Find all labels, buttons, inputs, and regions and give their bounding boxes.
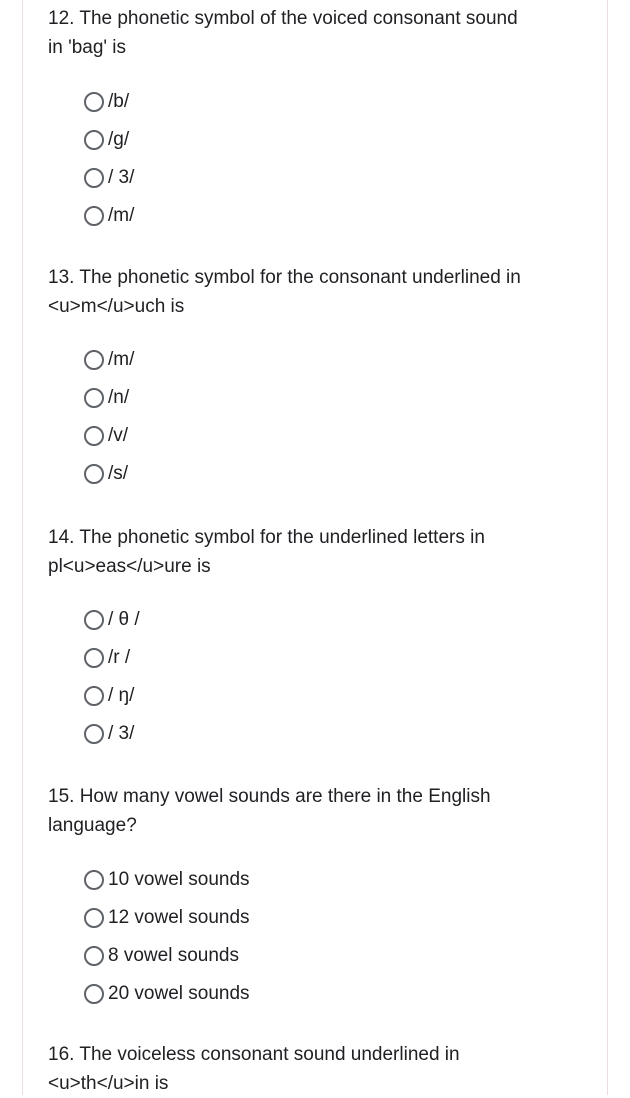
option-label: 10 vowel sounds <box>108 869 250 890</box>
option-label: /s/ <box>108 463 129 484</box>
option-radio[interactable] <box>84 601 140 639</box>
option-label: /m/ <box>108 349 135 370</box>
question-12 <box>48 4 588 62</box>
question-text <box>48 263 588 321</box>
option-radio[interactable] <box>84 83 134 121</box>
question-text <box>48 4 588 62</box>
option-radio[interactable] <box>84 861 250 899</box>
option-label: / θ / <box>108 609 140 630</box>
question-text-line2: <u>m</u>uch is <box>48 296 185 317</box>
option-radio[interactable] <box>84 937 250 975</box>
option-radio[interactable] <box>84 639 140 677</box>
option-label: 20 vowel sounds <box>108 983 250 1004</box>
option-radio[interactable] <box>84 341 134 379</box>
question-text-line2: pl<u>eas</u>ure is <box>48 556 211 577</box>
option-label: 8 vowel sounds <box>108 945 239 966</box>
radio-circle-icon[interactable] <box>84 464 104 484</box>
option-radio[interactable] <box>84 121 134 159</box>
radio-circle-icon[interactable] <box>84 350 104 370</box>
question-text <box>48 1040 588 1098</box>
option-label: / ŋ/ <box>108 685 135 706</box>
options-13 <box>84 341 134 493</box>
question-text-line2: <u>th</u>in is <box>48 1073 169 1094</box>
radio-circle-icon[interactable] <box>84 870 104 890</box>
option-label: /v/ <box>108 425 129 446</box>
option-label: / 3/ <box>108 723 135 744</box>
question-text-line1: 16. The voiceless consonant sound underlined in <box>48 1044 460 1065</box>
option-radio[interactable] <box>84 417 134 455</box>
options-15 <box>84 861 250 1013</box>
question-16 <box>48 1040 588 1098</box>
question-text-line1: 12. The phonetic symbol of the voiced consonant sound <box>48 8 518 29</box>
question-14 <box>48 523 588 581</box>
question-text-line2: language? <box>48 815 137 836</box>
option-label: 12 vowel sounds <box>108 907 250 928</box>
radio-circle-icon[interactable] <box>84 984 104 1004</box>
option-radio[interactable] <box>84 197 134 235</box>
option-label: /n/ <box>108 387 130 408</box>
radio-circle-icon[interactable] <box>84 388 104 408</box>
radio-circle-icon[interactable] <box>84 686 104 706</box>
radio-circle-icon[interactable] <box>84 426 104 446</box>
option-radio[interactable] <box>84 677 140 715</box>
radio-circle-icon[interactable] <box>84 206 104 226</box>
radio-circle-icon[interactable] <box>84 946 104 966</box>
option-label: / 3/ <box>108 167 135 188</box>
question-text-line2: in 'bag' is <box>48 37 127 58</box>
option-radio[interactable] <box>84 715 140 753</box>
question-text-line1: 14. The phonetic symbol for the underlined letters in <box>48 527 485 548</box>
radio-circle-icon[interactable] <box>84 908 104 928</box>
options-12 <box>84 83 134 235</box>
radio-circle-icon[interactable] <box>84 130 104 150</box>
question-15 <box>48 782 588 840</box>
options-14 <box>84 601 140 753</box>
radio-circle-icon[interactable] <box>84 648 104 668</box>
option-radio[interactable] <box>84 455 134 493</box>
question-13 <box>48 263 588 321</box>
radio-circle-icon[interactable] <box>84 610 104 630</box>
radio-circle-icon[interactable] <box>84 168 104 188</box>
radio-circle-icon[interactable] <box>84 724 104 744</box>
option-radio[interactable] <box>84 159 134 197</box>
question-text-line1: 13. The phonetic symbol for the consonant underlined in <box>48 267 521 288</box>
option-label: /g/ <box>108 129 130 150</box>
option-label: /b/ <box>108 91 130 112</box>
option-radio[interactable] <box>84 379 134 417</box>
radio-circle-icon[interactable] <box>84 92 104 112</box>
question-text-line1: 15. How many vowel sounds are there in the English <box>48 786 491 807</box>
option-label: /r / <box>108 647 131 668</box>
option-radio[interactable] <box>84 899 250 937</box>
question-text <box>48 782 588 840</box>
option-label: /m/ <box>108 205 135 226</box>
question-text <box>48 523 588 581</box>
option-radio[interactable] <box>84 975 250 1013</box>
